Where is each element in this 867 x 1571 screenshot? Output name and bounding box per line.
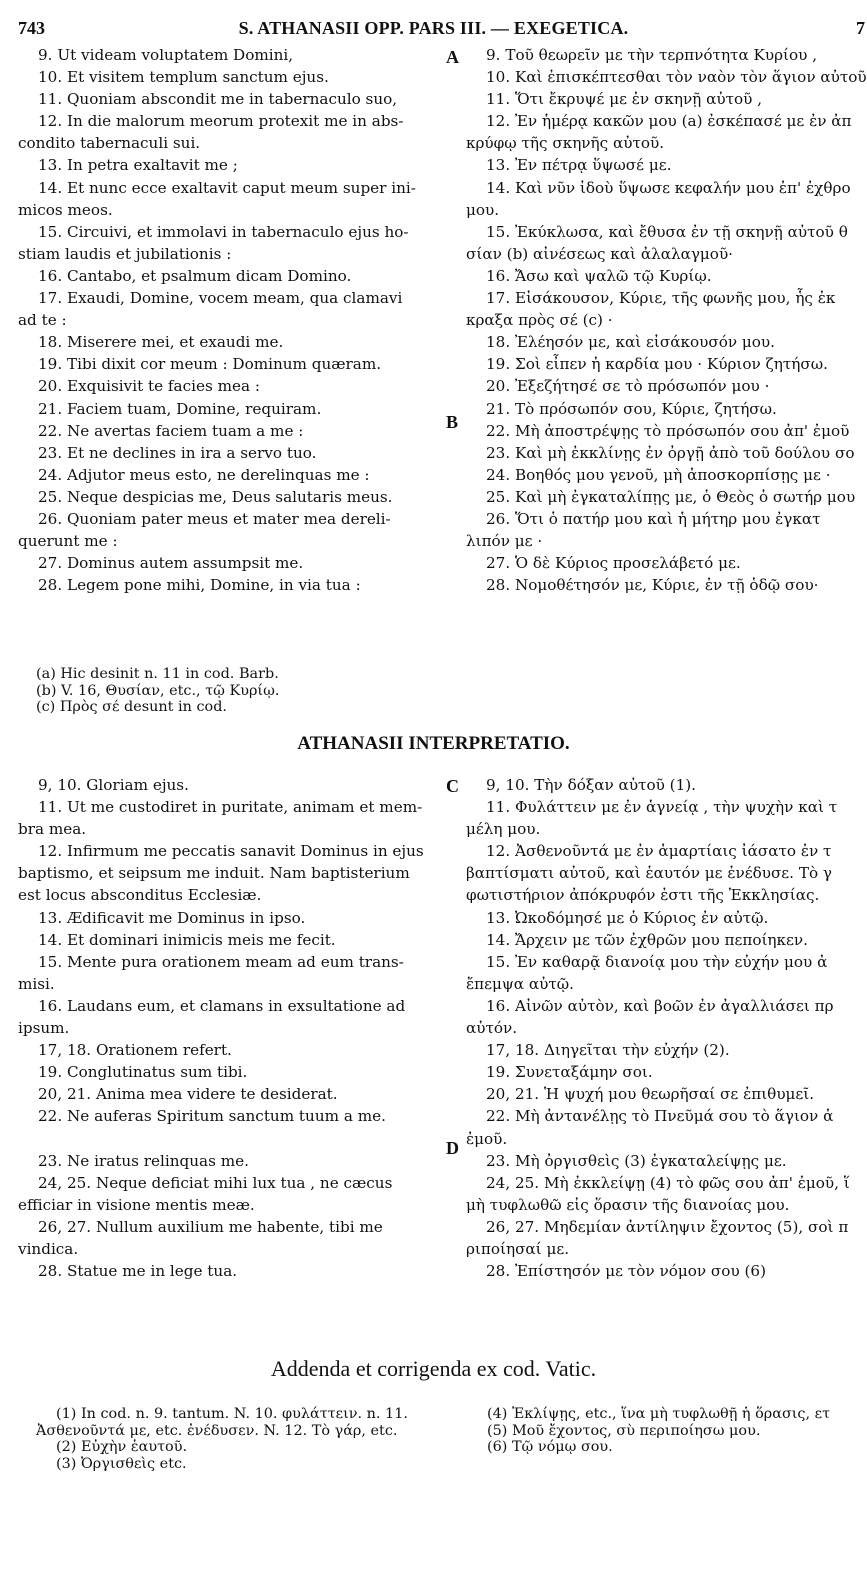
footnotes	[36, 666, 279, 716]
latin-interpretation-line: 15. Mente pura orationem meam ad eum trans-	[38, 952, 404, 971]
greek-interpretation-line: 14. Ἄρχειν με τῶν ἐχθρῶν μου πεποίηκεν.	[486, 930, 808, 949]
greek-interpretation-column	[466, 774, 867, 1282]
latin-interpretation-line: vindica.	[18, 1239, 79, 1258]
latin-verse-line: stiam laudis et jubilationis :	[18, 244, 232, 263]
greek-psalm-column	[466, 44, 867, 596]
addenda-notes-left	[36, 1406, 408, 1472]
latin-interpretation-line: 13. Ædificavit me Dominus in ipso.	[38, 908, 306, 927]
latin-interpretation-line: 28. Statue me in lege tua.	[38, 1262, 238, 1281]
greek-verse-line: λιπόν με ·	[466, 532, 543, 551]
margin-marker-b: B	[446, 412, 459, 432]
latin-verse-line: 17. Exaudi, Domine, vocem meam, qua clamavi	[38, 289, 403, 308]
greek-interpretation-line: 15. Ἐν καθαρᾷ διανοίᾳ μου τὴν εὐχήν μου ἀ	[486, 952, 828, 971]
greek-verse-line: 12. Ἐν ἡμέρᾳ κακῶν μου (a) ἐσκέπασέ με ἐν ἀπ	[486, 112, 852, 131]
latin-interpretation-line: 16. Laudans eum, et clamans in exsultatione ad	[38, 996, 406, 1015]
latin-interpretation-line: efficiar in visione mentis meæ.	[18, 1195, 255, 1214]
latin-verse-line: 12. In die malorum meorum protexit me in abs-	[38, 112, 404, 131]
greek-verse-line: 18. Ἐλέησόν με, καὶ εἰσάκουσόν μου.	[486, 333, 775, 352]
greek-verse-line: 13. Ἐν πέτρᾳ ὕψωσέ με.	[486, 156, 672, 175]
page-number: 743	[18, 18, 45, 38]
greek-verse-line: 23. Καὶ μὴ ἐκκλίνῃς ἐν ὀργῇ ἀπὸ τοῦ δούλου σο	[486, 443, 855, 462]
latin-verse-line: 27. Dominus autem assumpsit me.	[38, 554, 304, 573]
latin-verse-line: micos meos.	[18, 200, 113, 219]
latin-interpretation-line: 20, 21. Anima mea videre te desiderat.	[38, 1085, 338, 1104]
greek-interpretation-line: 23. Μὴ ὀργισθεὶς (3) ἐγκαταλείψῃς με.	[486, 1151, 787, 1170]
greek-verse-line: 24. Βοηθός μου γενοῦ, μὴ ἀποσκορπίσῃς με ·	[486, 465, 831, 484]
greek-verse-line: 25. Καὶ μὴ ἐγκαταλίπῃς με, ὁ Θεὸς ὁ σωτήρ μου	[486, 487, 856, 506]
greek-verse-line: 17. Εἰσάκουσον, Κύριε, τῆς φωνῆς μου, ἧς ἐκ	[486, 289, 836, 308]
latin-interpretation-line: 24, 25. Neque deficiat mihi lux tua , ne cæcus	[38, 1173, 393, 1192]
latin-verse-line: 28. Legem pone mihi, Domine, in via tua :	[38, 576, 361, 595]
greek-interpretation-line: φωτιστήριον ἀπόκρυφόν ἐστι τῆς Ἐκκλησίας.	[466, 886, 820, 905]
addenda-note: (6) Τῷ νόμῳ σου.	[487, 1439, 613, 1455]
greek-interpretation-line: 26, 27. Μηδεμίαν ἀντίληψιν ἔχοντος (5), σοὶ π	[486, 1217, 849, 1236]
latin-verse-line: 20. Exquisivit te facies mea :	[38, 377, 260, 396]
greek-interpretation-line: ἔπεμψα αὐτῷ.	[466, 974, 574, 993]
latin-interpretation-line: 26, 27. Nullum auxilium me habente, tibi me	[38, 1217, 383, 1236]
latin-verse-line: 26. Quoniam pater meus et mater mea dereli-	[38, 509, 391, 528]
latin-verse-line: 11. Quoniam abscondit me in tabernaculo suo,	[38, 90, 398, 109]
latin-verse-line: 13. In petra exaltavit me ;	[38, 156, 238, 175]
greek-verse-line: 22. Μὴ ἀποστρέψῃς τὸ πρόσωπόν σου ἀπ' ἐμοῦ	[486, 421, 850, 440]
greek-verse-line: 20. Ἐξεζήτησέ σε τὸ πρόσωπόν μου ·	[486, 377, 770, 396]
greek-verse-line: 27. Ὁ δὲ Κύριος προσελάβετό με.	[486, 554, 741, 573]
section-title: ATHANASII INTERPRETATIO.	[297, 733, 570, 754]
greek-verse-line: 16. Ἄσω καὶ ψαλῶ τῷ Κυρίῳ.	[486, 266, 712, 285]
latin-verse-line: querunt me :	[18, 532, 118, 551]
greek-interpretation-line: 20, 21. Ἡ ψυχή μου θεωρῆσαί σε ἐπιθυμεῖ.	[486, 1085, 815, 1104]
greek-interpretation-line: βαπτίσματι αὐτοῦ, καὶ ἑαυτόν με ἐνέδυσε. Τὸ γ	[466, 864, 833, 883]
addenda-note: (2) Εὐχὴν ἑαυτοῦ.	[56, 1439, 188, 1455]
greek-interpretation-line: 19. Συνεταξάμην σοι.	[486, 1063, 653, 1082]
greek-verse-line: 19. Σοὶ εἶπεν ἡ καρδία μου · Κύριον ζητήσω.	[486, 355, 828, 374]
addenda-note: (5) Μοῦ ἔχοντος, σὺ περιποίησω μου.	[487, 1422, 761, 1439]
greek-verse-line: 14. Καὶ νῦν ἰδοὺ ὕψωσε κεφαλήν μου ἐπ' ἐχθρο	[486, 178, 851, 197]
greek-verse-line: 11. Ὅτι ἔκρυψέ με ἐν σκηνῇ αὐτοῦ ,	[486, 90, 763, 109]
latin-verse-line: condito tabernaculi sui.	[18, 134, 201, 153]
footnote: (a) Hic desinit n. 11 in cod. Barb.	[36, 666, 279, 682]
latin-verse-line: 19. Tibi dixit cor meum : Dominum quæram.	[38, 355, 382, 374]
latin-interpretation-line: 19. Conglutinatus sum tibi.	[38, 1063, 248, 1082]
latin-interpretation-line: 11. Ut me custodiret in puritate, animam et mem-	[38, 798, 423, 817]
greek-verse-line: 15. Ἐκύκλωσα, καὶ ἔθυσα ἐν τῇ σκηνῇ αὐτοῦ θ	[486, 222, 848, 241]
latin-verse-line: 14. Et nunc ecce exaltavit caput meum super ini-	[38, 178, 416, 197]
latin-interpretation-line	[18, 1128, 438, 1150]
greek-interpretation-line: 11. Φυλάττειν με ἐν ἁγνείᾳ , τὴν ψυχὴν καὶ τ	[486, 798, 838, 817]
footnote: (c) Πρὸς σέ desunt in cod.	[36, 699, 227, 715]
greek-verse-line: μου.	[466, 200, 500, 219]
greek-interpretation-line: μέλη μου.	[466, 820, 541, 839]
greek-interpretation-line: 24, 25. Μὴ ἐκκλείψῃ (4) τὸ φῶς σου ἀπ' ἐμοῦ, ἵ	[486, 1173, 850, 1192]
greek-interpretation-line: 28. Ἐπίστησόν με τὸν νόμον σου (6)	[486, 1262, 767, 1281]
greek-interpretation-line: 22. Μὴ ἀντανέλῃς τὸ Πνεῦμά σου τὸ ἅγιον ἀ	[486, 1107, 834, 1126]
greek-verse-line: 21. Τὸ πρόσωπόν σου, Κύριε, ζητήσω.	[486, 399, 777, 418]
greek-verse-line: κραξα πρὸς σέ (c) ·	[466, 311, 613, 330]
latin-interpretation-line: 17, 18. Orationem refert.	[38, 1041, 232, 1060]
greek-interpretation-line: μὴ τυφλωθῶ εἰς ὅρασιν τῆς διανοίας μου.	[466, 1195, 790, 1214]
latin-interpretation-line: 12. Infirmum me peccatis sanavit Dominus in ejus	[38, 842, 424, 861]
latin-interpretation-line: ipsum.	[18, 1019, 70, 1038]
greek-interpretation-line: 12. Ἀσθενοῦντά με ἐν ἁμαρτίαις ἰάσατο ἐν τ	[486, 842, 832, 861]
latin-interpretation-line: misi.	[18, 974, 55, 993]
greek-interpretation-line: 16. Αἰνῶν αὐτὸν, καὶ βοῶν ἐν ἀγαλλιάσει πρ	[486, 996, 834, 1015]
latin-verse-line: 10. Et visitem templum sanctum ejus.	[38, 68, 329, 87]
margin-marker-a: A	[446, 47, 459, 67]
addenda-note: (4) Ἐκλίψῃς, etc., ἵνα μὴ τυφλωθῇ ἡ ὅρασις, ετ	[487, 1406, 831, 1422]
greek-interpretation-line: ἐμοῦ.	[466, 1129, 508, 1148]
margin-marker-d: D	[446, 1138, 459, 1158]
latin-interpretation-line: baptismo, et seipsum me induit. Nam baptisterium	[18, 864, 410, 883]
margin-marker-c: C	[446, 776, 459, 796]
latin-interpretation-line: 14. Et dominari inimicis meis me fecit.	[38, 930, 336, 949]
addenda-title: Addenda et corrigenda ex cod. Vatic.	[270, 1356, 597, 1381]
running-title: S. ATHANASII OPP. PARS III. — EXEGETICA.	[238, 18, 629, 38]
addenda-note: (1) In cod. n. 9. tantum. N. 10. φυλάττειν. n. 11.	[56, 1406, 408, 1422]
latin-verse-line: 25. Neque despicias me, Deus salutaris meus.	[38, 487, 393, 506]
greek-verse-line: κρύφῳ τῆς σκηνῆς αὐτοῦ.	[466, 134, 665, 153]
greek-interpretation-line: αὐτόν.	[466, 1019, 518, 1038]
latin-verse-line: 9. Ut videam voluptatem Domini,	[38, 46, 294, 64]
greek-interpretation-line: 9, 10. Τὴν δόξαν αὐτοῦ (1).	[486, 776, 696, 794]
greek-interpretation-line: 17, 18. Διηγεῖται τὴν εὐχήν (2).	[486, 1041, 730, 1060]
latin-verse-line: ad te :	[18, 311, 67, 330]
greek-verse-line: 9. Τοῦ θεωρεῖν με τὴν τερπνότητα Κυρίου ,	[486, 46, 818, 64]
greek-verse-line: σίαν (b) αἰνέσεως καὶ ἀλαλαγμοῦ·	[466, 244, 734, 263]
greek-verse-line: 10. Καὶ ἐπισκέπτεσθαι τὸν ναὸν τὸν ἅγιον αὐτοῦ	[486, 68, 867, 87]
latin-verse-line: 24. Adjutor meus esto, ne derelinquas me :	[38, 465, 370, 484]
latin-interpretation-line: bra mea.	[18, 820, 87, 839]
latin-verse-line: 22. Ne avertas faciem tuam a me :	[38, 421, 304, 440]
latin-verse-line: 16. Cantabo, et psalmum dicam Domino.	[38, 266, 352, 285]
addenda-note: (3) Ὀργισθεὶς etc.	[56, 1455, 187, 1472]
running-header	[0, 18, 867, 42]
addenda-notes-right	[487, 1406, 830, 1456]
latin-interpretation-line: 9, 10. Gloriam ejus.	[38, 776, 189, 794]
latin-psalm-column	[18, 44, 438, 596]
latin-interpretation-line: est locus absconditus Ecclesiæ.	[18, 886, 262, 905]
latin-verse-line: 23. Et ne declines in ira a servo tuo.	[38, 443, 317, 462]
footnote: (b) V. 16, Θυσίαν, etc., τῷ Κυρίῳ.	[36, 682, 280, 699]
greek-interpretation-line: ριποίησαί με.	[466, 1239, 570, 1258]
greek-interpretation-line: 13. Ὠκοδόμησέ με ὁ Κύριος ἐν αὐτῷ.	[486, 908, 769, 927]
latin-interpretation-column	[18, 774, 438, 1282]
latin-verse-line: 18. Miserere mei, et exaudi me.	[38, 333, 284, 352]
latin-verse-line: 21. Faciem tuam, Domine, requiram.	[38, 399, 322, 418]
greek-verse-line: 28. Νομοθέτησόν με, Κύριε, ἐν τῇ ὁδῷ σου·	[486, 576, 819, 595]
latin-verse-line: 15. Circuivi, et immolavi in tabernaculo ejus ho-	[38, 222, 409, 241]
latin-interpretation-line: 23. Ne iratus relinquas me.	[38, 1151, 249, 1170]
greek-verse-line: 26. Ὅτι ὁ πατήρ μου καὶ ἡ μήτηρ μου ἐγκατ	[486, 509, 821, 528]
page-number-right: 7	[856, 18, 865, 38]
addenda-note: Ἀσθενοῦντά με, etc. ἐνέδυσεν. N. 12. Τὸ γάρ, etc.	[36, 1422, 398, 1439]
latin-interpretation-line: 22. Ne auferas Spiritum sanctum tuum a me.	[38, 1107, 386, 1126]
